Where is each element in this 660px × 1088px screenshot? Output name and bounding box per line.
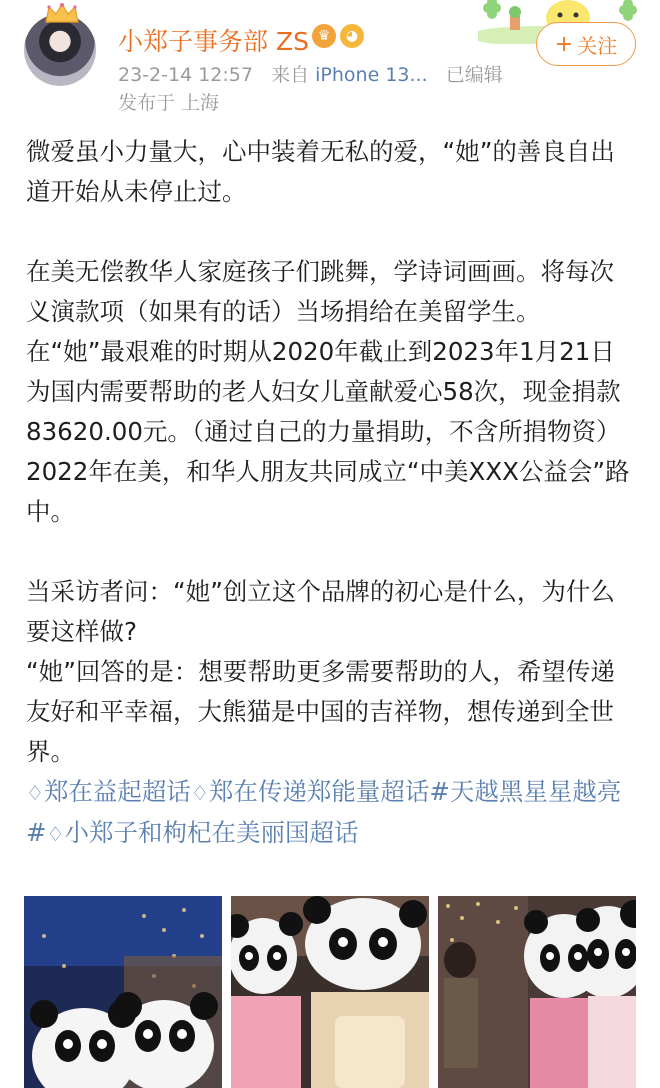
author-name[interactable]: 小郑子事务部 ZS xyxy=(118,27,309,56)
post-source-prefix: 来自 xyxy=(271,64,310,86)
follow-button[interactable] xyxy=(536,22,636,66)
topic-link-2[interactable]: 郑在传递郑能量超话 xyxy=(208,777,430,806)
panda-costume-night-image xyxy=(24,896,222,1088)
topic-link-1[interactable]: 郑在益起超话 xyxy=(43,777,191,806)
topic-link-4[interactable]: 小郑子和枸杞在美丽国超话 xyxy=(64,818,359,847)
supertopic-diamond-icon: ♢ xyxy=(190,781,209,805)
post-device[interactable]: iPhone 13... xyxy=(315,64,428,86)
paragraph-gap xyxy=(26,532,638,572)
panda-costume-street-image xyxy=(438,896,636,1088)
avatar-container[interactable] xyxy=(24,14,96,86)
avatar[interactable] xyxy=(24,14,96,86)
post-body xyxy=(26,132,638,854)
post-image-2[interactable] xyxy=(231,896,429,1088)
post-paragraph-1: 微爱虽小力量大，心中装着无私的爱，“她”的善良自出道开始从未停止过。 xyxy=(26,137,615,206)
paragraph-gap xyxy=(26,212,638,252)
follow-label: 关注 xyxy=(577,33,618,58)
panda-costume-pair-image xyxy=(231,896,429,1088)
post-image-grid xyxy=(24,896,636,1088)
edited-label[interactable]: 已编辑 xyxy=(445,64,503,86)
post-paragraph-4: 当采访者问：“她”创立这个品牌的初心是什么，为什么要这样做? xyxy=(26,577,615,646)
supertopic-diamond-icon: ♢ xyxy=(46,822,65,846)
supertopic-diamond-icon: ♢ xyxy=(26,781,44,805)
topic-links xyxy=(26,772,638,854)
author-badges xyxy=(312,24,364,48)
post-location: 发布于 上海 xyxy=(118,92,220,114)
post-image-1[interactable] xyxy=(24,896,222,1088)
fish-icon[interactable]: ◕ xyxy=(340,24,364,48)
post-paragraph-2: 在美无偿教华人家庭孩子们跳舞，学诗词画画。将每次义演款项（如果有的话）当场捐给在美留学生。 xyxy=(26,257,614,326)
post-timestamp: 23-2-14 12:57 xyxy=(118,64,253,86)
plus-icon: + xyxy=(554,31,574,57)
topic-link-3[interactable]: #天越黑星星越亮# xyxy=(26,777,622,847)
crown-icon xyxy=(44,2,80,24)
post-header xyxy=(0,0,660,120)
vip-icon[interactable]: ♛ xyxy=(312,24,336,48)
post-meta xyxy=(118,60,503,87)
post-image-3[interactable] xyxy=(438,896,636,1088)
post-paragraph-5: “她”回答的是：想要帮助更多需要帮助的人，希望传递友好和平幸福，大熊猫是中国的吉祥物，想传递到全世界。 xyxy=(26,657,615,766)
post-paragraph-3: 在“她”最艰难的时期从2020年截止到2023年1月21日为国内需要帮助的老人妇女儿童献爱心58次，现金捐款83620.00元。（通过自己的力量捐助，不含所捐物资）2022年在美，和华人朋友共同成立“中美XXX公益会”路中。 xyxy=(26,337,630,526)
